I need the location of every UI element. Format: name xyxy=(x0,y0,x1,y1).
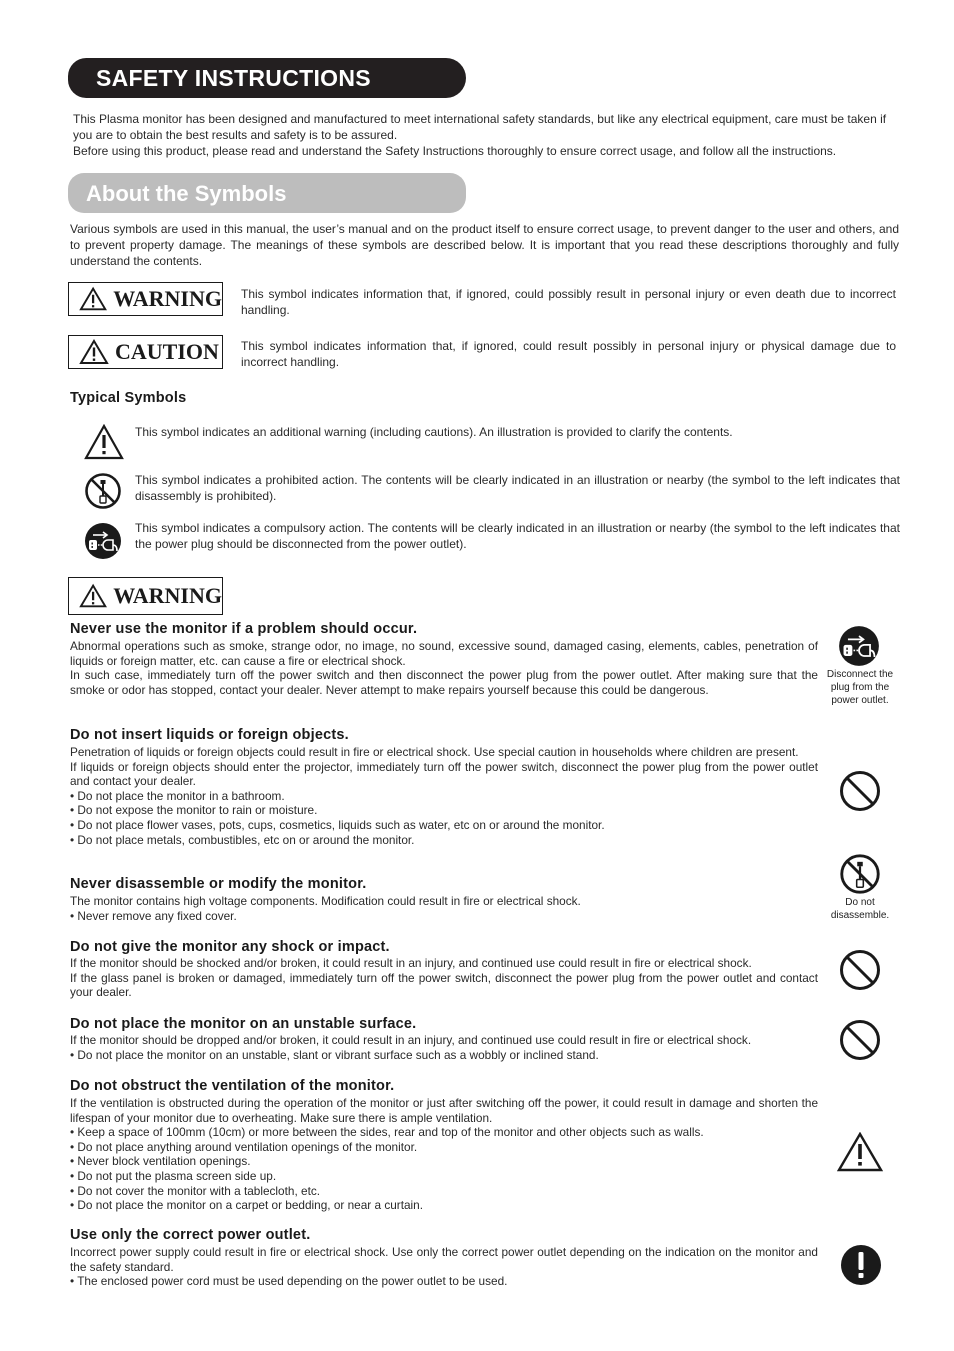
do-not-disassemble-icon xyxy=(839,853,881,895)
warning-triangle-icon xyxy=(79,339,109,365)
do-not-disassemble-icon xyxy=(84,472,122,510)
warning-triangle-icon xyxy=(79,286,107,312)
page-title: SAFETY INSTRUCTIONS xyxy=(96,65,371,91)
caution-description: This symbol indicates information that, if ignored, could result possibly in personal injury or physical damage due to incorrect handling. xyxy=(241,339,896,369)
heading-correct-outlet: Use only the correct power outlet. xyxy=(70,1227,311,1243)
warning-description: This symbol indicates information that, if ignored, could possibly result in personal injury or even death due to incorrect handling. xyxy=(241,287,896,317)
bullet-item: • Do not put the plasma screen side up. xyxy=(70,1168,277,1183)
heading-no-disassemble: Never disassemble or modify the monitor. xyxy=(70,876,367,892)
disconnect-plug-icon xyxy=(84,522,122,560)
paragraph: If the ventilation is obstructed during the operation of the monitor or just after switching off the power, it could result in damage and shorten the lifespan of your monitor due to overheating. Make sure there is ample ventilation. xyxy=(70,1096,818,1125)
symbols-description: Various symbols are used in this manual, the user’s manual and on the product itself to ensure correct usage, to prevent danger to the user and others, and to prevent property damage. The meanings of these symbols are described below. It is important that you read these descriptions thoroughly and fully understand the contents. xyxy=(70,222,899,268)
bullet-item: • Never block ventilation openings. xyxy=(70,1154,251,1169)
warning-section-label: WARNING xyxy=(113,583,222,608)
paragraph: If the monitor should be dropped and/or broken, it could result in an injury, and continued use could result in fire or electrical shock. xyxy=(70,1033,752,1047)
heading-no-liquids: Do not insert liquids or foreign objects. xyxy=(70,727,349,743)
bullet-item: • Do not cover the monitor with a tablecloth, etc. xyxy=(70,1183,321,1198)
body-ventilation xyxy=(70,1096,818,1213)
caution-label: CAUTION xyxy=(115,339,219,364)
prohibited-icon xyxy=(839,770,881,812)
caption-disconnect-plug: Disconnect the plug from the power outlet. xyxy=(826,669,894,706)
paragraph: If liquids or foreign objects should enter the projector, immediately turn off the power switch, disconnect the power plug from the power outlet and contact your dealer. xyxy=(70,759,818,789)
heading-ventilation: Do not obstruct the ventilation of the monitor. xyxy=(70,1078,395,1094)
prohibited-icon xyxy=(839,949,881,991)
paragraph: The monitor contains high voltage components. Modification could result in fire or electrical shock. xyxy=(70,894,581,908)
paragraph: Incorrect power supply could result in fire or electrical shock. Use only the correct power outlet depending on the indication on the monitor and the safety standard. xyxy=(70,1245,818,1274)
body-never-use-if-problem xyxy=(70,639,818,697)
section-title: About the Symbols xyxy=(86,181,287,206)
intro-paragraph-2: Before using this product, please read and understand the Safety Instructions thoroughly to ensure correct usage, and follow all the instructions. xyxy=(73,144,837,158)
disconnect-plug-icon xyxy=(838,625,880,667)
paragraph: If the monitor should be shocked and/or broken, it could result in an injury, and continued use could result in fire or electrical shock. xyxy=(70,956,752,970)
bullet-item: • Do not place anything around ventilation openings of the monitor. xyxy=(70,1139,418,1154)
paragraph: Abnormal operations such as smoke, strange odor, no image, no sound, excessive sound, damaged casing, elements, cables, penetration of liquids or foreign matter, etc. can cause a fire or electrical shock. xyxy=(70,639,818,668)
bullet-item: • Never remove any fixed cover. xyxy=(70,908,237,923)
paragraph: In such case, immediately turn off the power switch and then disconnect the power plug from the power outlet. After making sure that the smoke or odor has stopped, contact your dealer. Never attempt to make repairs yourself because this could be dangerous. xyxy=(70,668,818,697)
bullet-item: • The enclosed power cord must be used depending on the power outlet to be used. xyxy=(70,1274,508,1289)
caution-signal-box xyxy=(68,335,223,369)
prohibited-icon xyxy=(839,1019,881,1061)
bullet-item: • Do not place the monitor on an unstable, slant or vibrant surface such as a wobbly or inclined stand. xyxy=(70,1047,599,1062)
warning-triangle-icon xyxy=(837,1132,883,1172)
heading-unstable-surface: Do not place the monitor on an unstable surface. xyxy=(70,1016,417,1032)
intro-paragraph-1: This Plasma monitor has been designed and manufactured to meet international safety standards, but like any electrical equipment, care must be taken if you are to obtain the best results and safety is to be assured. xyxy=(73,112,887,142)
section-header-safety-instructions xyxy=(68,58,466,98)
paragraph: Penetration of liquids or foreign objects could result in fire or electrical shock. Use special caution in households where children are present. xyxy=(70,745,799,759)
bullet-item: • Do not place metals, combustibles, etc on or around the monitor. xyxy=(70,832,415,847)
paragraph: If the glass panel is broken or damaged, immediately turn off the power switch, disconnect the power plug from the power outlet and contact your dealer. xyxy=(70,970,818,1000)
typical-symbol-text-2: This symbol indicates a prohibited action. The contents will be clearly indicated in an illustration or nearby (the symbol to the left indicates that disassembly is prohibited). xyxy=(135,473,900,503)
heading-never-use-if-problem: Never use the monitor if a problem should occur. xyxy=(70,621,418,637)
section-header-about-symbols xyxy=(68,173,466,213)
bullet-item: • Do not place the monitor on a carpet or bedding, or near a curtain. xyxy=(70,1198,424,1213)
typical-symbols-title: Typical Symbols xyxy=(70,390,187,406)
body-no-disassemble xyxy=(70,894,818,923)
warning-label: WARNING xyxy=(113,286,222,311)
warning-triangle-icon xyxy=(84,424,124,460)
typical-symbol-text-1: This symbol indicates an additional warning (including cautions). An illustration is provided to clarify the contents. xyxy=(135,425,733,439)
body-no-liquids xyxy=(70,745,818,847)
typical-symbol-text-3: This symbol indicates a compulsory action. The contents will be clearly indicated in an illustration or nearby (the symbol to the left indicates that the power plug should be disconnected from the power outlet). xyxy=(135,521,900,551)
warning-section-signal-box xyxy=(68,577,223,615)
warning-triangle-icon xyxy=(79,583,107,609)
intro-block xyxy=(73,111,895,159)
body-no-shock xyxy=(70,956,818,1000)
mandatory-action-icon xyxy=(840,1244,882,1286)
bullet-item: • Do not place the monitor in a bathroom. xyxy=(70,788,285,803)
warning-signal-box xyxy=(68,282,223,316)
bullet-item: • Keep a space of 100mm (10cm) or more between the sides, rear and top of the monitor and other objects such as walls. xyxy=(70,1125,704,1140)
body-unstable-surface xyxy=(70,1033,818,1062)
heading-no-shock: Do not give the monitor any shock or impact. xyxy=(70,939,390,955)
bullet-item: • Do not place flower vases, pots, cups, cosmetics, liquids such as water, etc on or around the monitor. xyxy=(70,817,605,832)
bullet-item: • Do not expose the monitor to rain or moisture. xyxy=(70,803,318,818)
body-correct-outlet xyxy=(70,1245,818,1289)
caption-do-not-disassemble: Do not disassemble. xyxy=(830,897,890,921)
